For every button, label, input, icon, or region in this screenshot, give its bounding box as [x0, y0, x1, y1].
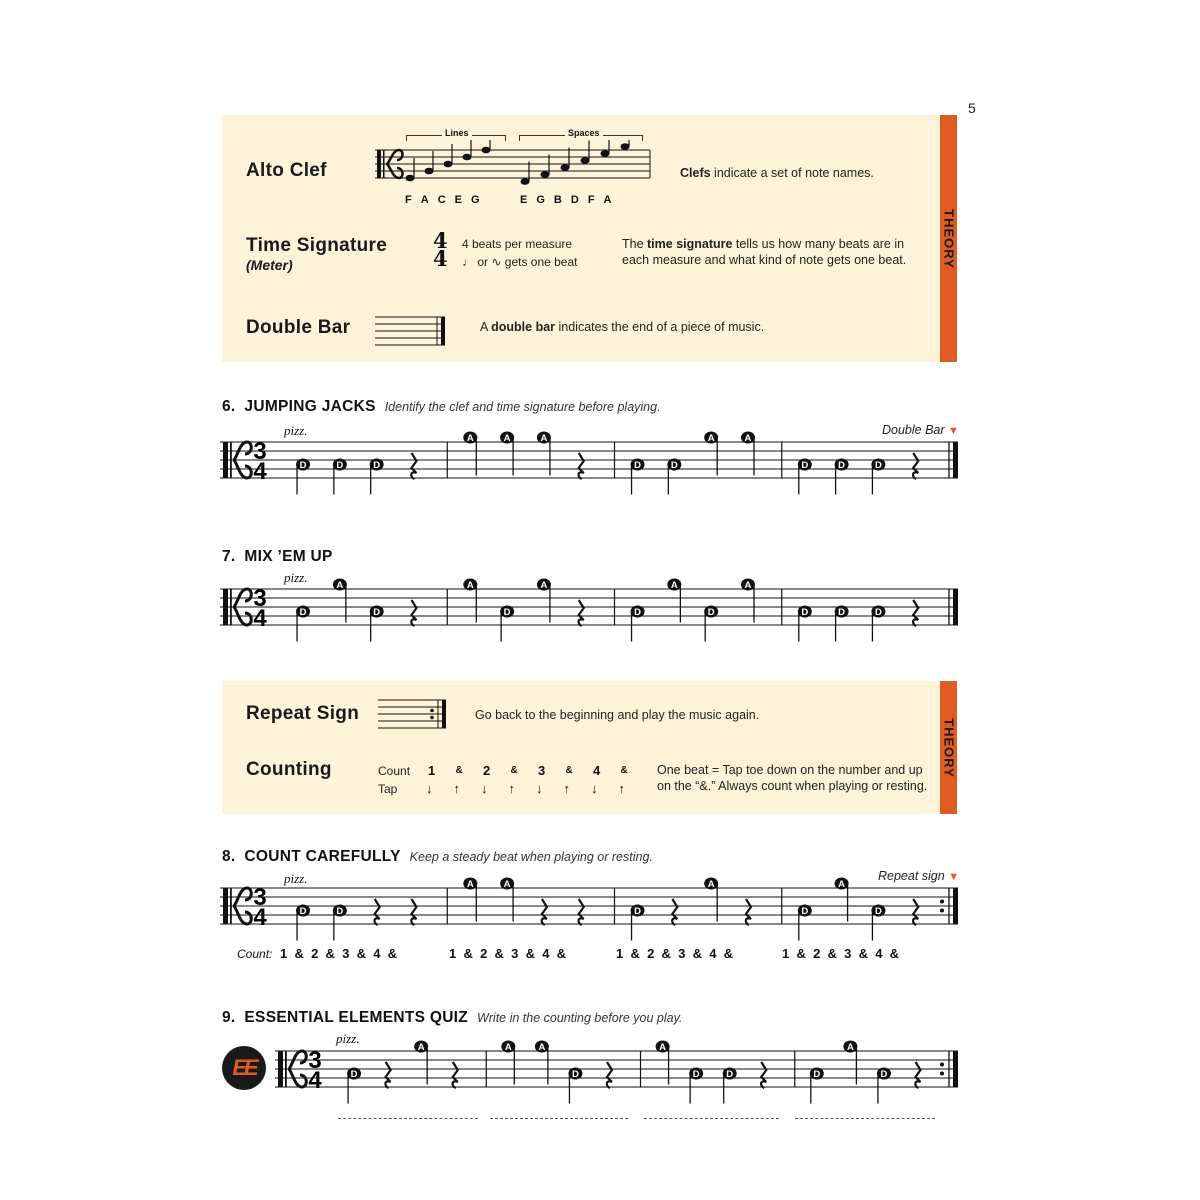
- note-letter: D: [350, 1069, 358, 1080]
- count-label: Count: [378, 764, 411, 778]
- meter-subterm: (Meter): [246, 257, 293, 273]
- count-beat: &: [620, 765, 628, 776]
- double-bar-term: Double Bar: [246, 317, 351, 338]
- quarter-rest-icon: [579, 600, 584, 626]
- repeat-sign-callout: Repeat sign ▼: [878, 869, 960, 883]
- note-head: [621, 143, 630, 150]
- staff-lines: [275, 1051, 958, 1087]
- note-letter: A: [466, 879, 474, 890]
- count-beat: 1: [428, 763, 436, 778]
- time-signature-bottom: 4: [253, 605, 267, 632]
- answer-blank[interactable]: [490, 1118, 628, 1119]
- answer-blank[interactable]: [338, 1118, 478, 1119]
- quarter-note: [689, 1068, 703, 1104]
- quarter-note: [333, 905, 347, 941]
- note-letter: D: [692, 1069, 700, 1080]
- exercise-9-heading: 9. ESSENTIAL ELEMENTS QUIZ Write in the counting before you play.: [222, 1009, 683, 1026]
- note-letter: A: [540, 433, 548, 444]
- quarter-note: [835, 459, 849, 495]
- note-name: G: [470, 194, 480, 206]
- quarter-note-gets-beat: ♩ or ∿ gets one beat: [462, 255, 578, 269]
- time-signature-top: 3: [308, 1047, 322, 1074]
- repeat-sign-term: Repeat Sign: [246, 703, 360, 724]
- quarter-rest-icon: [761, 1062, 766, 1088]
- theory-tab: THEORY: [940, 115, 957, 362]
- note-letter: D: [707, 607, 715, 618]
- note-letter: D: [801, 906, 809, 917]
- note-letter: D: [299, 906, 307, 917]
- note-head: [561, 164, 570, 171]
- note-name: B: [553, 194, 562, 206]
- page-number: 5: [968, 100, 976, 116]
- arrow-up-icon: ↑: [563, 781, 570, 796]
- quarter-note: [835, 606, 849, 642]
- essential-elements-logo: EE: [222, 1046, 266, 1090]
- quarter-rest-icon: [913, 899, 918, 925]
- note-letter: D: [373, 607, 381, 618]
- note-letter: D: [503, 607, 511, 618]
- note-name: E: [520, 194, 528, 206]
- note-head: [425, 168, 434, 175]
- note-head: [581, 157, 590, 164]
- count-beat: 3: [538, 763, 546, 778]
- quarter-note: [296, 459, 310, 495]
- pizz-marking: pizz.: [284, 570, 308, 585]
- time-signature-symbol: 4 4: [433, 228, 448, 271]
- exercise-7-heading: 7. MIX ’EM UP: [222, 548, 333, 565]
- staff-lines: [220, 442, 958, 478]
- pizz-marking: pizz.: [284, 423, 308, 438]
- note-name: F: [587, 194, 595, 206]
- note-letter: A: [707, 879, 715, 890]
- quarter-rest-icon: [913, 453, 918, 479]
- quarter-rest-icon: [411, 899, 416, 925]
- exercise-6-heading: 6. JUMPING JACKS Identify the clef and time signature before playing.: [222, 398, 661, 415]
- exercise-8-staff: [220, 871, 960, 941]
- note-letter: A: [417, 1042, 425, 1053]
- note-name: F: [405, 194, 412, 206]
- note-letter: D: [634, 460, 641, 471]
- note-letter: D: [634, 906, 641, 917]
- exercise-8-counting: Count: 1 & 2 & 3 & 4 & 1 & 2 & 3 & 4 & 1 & 2 & 3 & 4 & 1 & 2 & 3 & 4 &: [237, 946, 900, 961]
- note-letter: A: [846, 1042, 854, 1053]
- quarter-note: [810, 1068, 824, 1104]
- pizz-marking: pizz.: [336, 1031, 360, 1046]
- arrow-down-icon: ↓: [591, 781, 598, 796]
- note-letter: A: [744, 433, 752, 444]
- quarter-note: [798, 905, 812, 941]
- quarter-rest-icon: ∿: [491, 255, 502, 269]
- quarter-note: [370, 606, 384, 642]
- quarter-note: [296, 606, 310, 642]
- triangle-down-icon: ▼: [948, 871, 960, 883]
- note-letter: A: [670, 580, 678, 591]
- note-letter: A: [466, 433, 474, 444]
- quarter-rest-icon: [913, 600, 918, 626]
- note-name: A: [603, 194, 612, 206]
- time-signature-description: The time signature tells us how many beats are in each measure and what kind of note gets one beat.: [622, 237, 907, 267]
- quarter-note: [798, 606, 812, 642]
- quarter-note: [798, 459, 812, 495]
- note-letter: D: [336, 460, 344, 471]
- note-letter: D: [336, 906, 344, 917]
- note-letter: D: [801, 460, 809, 471]
- beats-per-measure: 4 beats per measure: [462, 237, 573, 251]
- time-signature-bottom: 4: [253, 904, 267, 931]
- answer-blank[interactable]: [795, 1118, 935, 1119]
- note-name: D: [570, 194, 579, 206]
- note-letter: D: [634, 607, 641, 618]
- count-beat: &: [455, 765, 463, 776]
- arrow-down-icon: ↓: [481, 781, 488, 796]
- count-group: 1 & 2 & 3 & 4 &: [616, 946, 734, 961]
- note-letter: A: [538, 1042, 546, 1053]
- quarter-note: [296, 905, 310, 941]
- double-bar-icon: [375, 315, 450, 347]
- note-name: A: [420, 194, 429, 206]
- note-head: [482, 147, 491, 154]
- time-signature-top: 3: [253, 884, 267, 911]
- clefs-description: Clefs indicate a set of note names.: [680, 166, 874, 180]
- quarter-note: [704, 606, 718, 642]
- space-note-names: [520, 194, 612, 206]
- note-letter: D: [880, 1069, 888, 1080]
- answer-blank[interactable]: [644, 1118, 779, 1119]
- staff-lines: [220, 589, 958, 625]
- note-name: C: [437, 194, 446, 206]
- note-head: [541, 171, 550, 178]
- lines-label: Lines: [442, 128, 472, 138]
- quarter-rest-icon: [411, 600, 416, 626]
- note-letter: D: [874, 906, 882, 917]
- time-signature-bottom: 4: [253, 458, 267, 485]
- note-letter: D: [373, 460, 381, 471]
- triangle-down-icon: ▼: [948, 425, 959, 437]
- line-note-names: [405, 194, 480, 206]
- spaces-label: Spaces: [565, 128, 603, 138]
- note-letter: A: [503, 879, 511, 890]
- time-signature-top: 3: [253, 585, 267, 612]
- arrow-down-icon: ↓: [426, 781, 433, 796]
- time-signature-bottom: 4: [308, 1067, 322, 1094]
- count-beat: 2: [483, 763, 491, 778]
- note-name: E: [454, 194, 462, 206]
- time-signature-top: 3: [253, 438, 267, 465]
- count-group: 1 & 2 & 3 & 4 &: [280, 946, 398, 961]
- count-group: 1 & 2 & 3 & 4 &: [782, 946, 900, 961]
- arrow-down-icon: ↓: [536, 781, 543, 796]
- quarter-note: [370, 459, 384, 495]
- note-letter: A: [540, 580, 548, 591]
- note-letter: A: [707, 433, 715, 444]
- pizz-marking: pizz.: [284, 871, 308, 886]
- quarter-rest-icon: [542, 899, 547, 925]
- time-signature-icon: [253, 585, 267, 632]
- note-head: [521, 178, 530, 185]
- quarter-note: [347, 1068, 361, 1104]
- quarter-rest-icon: [915, 1062, 920, 1088]
- note-letter: A: [744, 580, 752, 591]
- note-letter: A: [659, 1042, 667, 1053]
- quarter-note: [333, 459, 347, 495]
- exercise-8-heading: 8. COUNT CAREFULLY Keep a steady beat when playing or resting.: [222, 848, 653, 865]
- double-bar-description: A double bar indicates the end of a piece of music.: [480, 320, 765, 334]
- note-letter: D: [838, 460, 846, 471]
- note-letter: A: [466, 580, 474, 591]
- quarter-rest-icon: [453, 1062, 458, 1088]
- note-head: [463, 154, 472, 161]
- time-signature-icon: [308, 1047, 322, 1094]
- alto-clef-term: Alto Clef: [246, 160, 327, 181]
- tap-label: Tap: [378, 782, 398, 796]
- quarter-note: [631, 606, 645, 642]
- note-head: [406, 175, 415, 182]
- quarter-note: [871, 905, 885, 941]
- quarter-rest-icon: [579, 453, 584, 479]
- counting-description: One beat = Tap toe down on the number and up on the “&.” Always count when playing or resting.: [657, 763, 928, 793]
- note-letter: D: [299, 607, 307, 618]
- note-letter: A: [838, 879, 846, 890]
- quarter-note: [568, 1068, 582, 1104]
- quarter-rest-icon: [746, 899, 751, 925]
- quarter-note: [871, 606, 885, 642]
- quarter-rest-icon: [385, 1062, 390, 1088]
- alto-clef-staff: [375, 140, 655, 195]
- quarter-note: [871, 459, 885, 495]
- note-letter: D: [299, 460, 307, 471]
- quarter-rest-icon: [579, 899, 584, 925]
- time-signature-icon: [253, 438, 267, 485]
- count-beat: &: [510, 765, 518, 776]
- note-letter: A: [503, 433, 511, 444]
- quarter-note: [631, 905, 645, 941]
- quarter-rest-icon: [374, 899, 379, 925]
- note-letter: D: [874, 607, 882, 618]
- arrow-up-icon: ↑: [618, 781, 625, 796]
- time-signature-term: Time Signature: [246, 235, 388, 256]
- quarter-rest-icon: [411, 453, 416, 479]
- note-letter: D: [813, 1069, 821, 1080]
- quarter-note: [877, 1068, 891, 1104]
- quarter-rest-icon: [607, 1062, 612, 1088]
- note-name: G: [536, 194, 545, 206]
- count-group: 1 & 2 & 3 & 4 &: [449, 946, 567, 961]
- note-letter: D: [670, 460, 678, 471]
- repeat-sign-icon: [378, 698, 450, 730]
- arrow-up-icon: ↑: [453, 781, 460, 796]
- quarter-note: [500, 606, 514, 642]
- quarter-note: [667, 459, 681, 495]
- note-letter: D: [572, 1069, 579, 1080]
- quarter-note: [723, 1068, 737, 1104]
- note-head: [444, 161, 453, 168]
- note-letter: A: [504, 1042, 512, 1053]
- arrow-up-icon: ↑: [508, 781, 515, 796]
- time-signature-icon: [253, 884, 267, 931]
- double-bar-callout: Double Bar ▼: [882, 423, 959, 437]
- note-letter: A: [336, 580, 344, 591]
- note-letter: D: [726, 1069, 734, 1080]
- repeat-sign-description: Go back to the beginning and play the music again.: [475, 708, 760, 722]
- theory-box-repeat-counting: [222, 681, 940, 814]
- theory-tab: THEORY: [940, 681, 957, 814]
- exercise-7-staff: [220, 572, 960, 642]
- count-beat: &: [565, 765, 573, 776]
- quarter-note: [631, 459, 645, 495]
- quarter-note-icon: ♩: [462, 255, 474, 269]
- note-letter: D: [874, 460, 882, 471]
- note-letter: D: [838, 607, 846, 618]
- note-letter: D: [801, 607, 809, 618]
- counting-term: Counting: [246, 759, 332, 780]
- count-beat: 4: [593, 763, 601, 778]
- note-head: [601, 150, 610, 157]
- quarter-rest-icon: [672, 899, 677, 925]
- exercise-6-staff: [220, 425, 960, 495]
- exercise-9-staff: [275, 1034, 960, 1104]
